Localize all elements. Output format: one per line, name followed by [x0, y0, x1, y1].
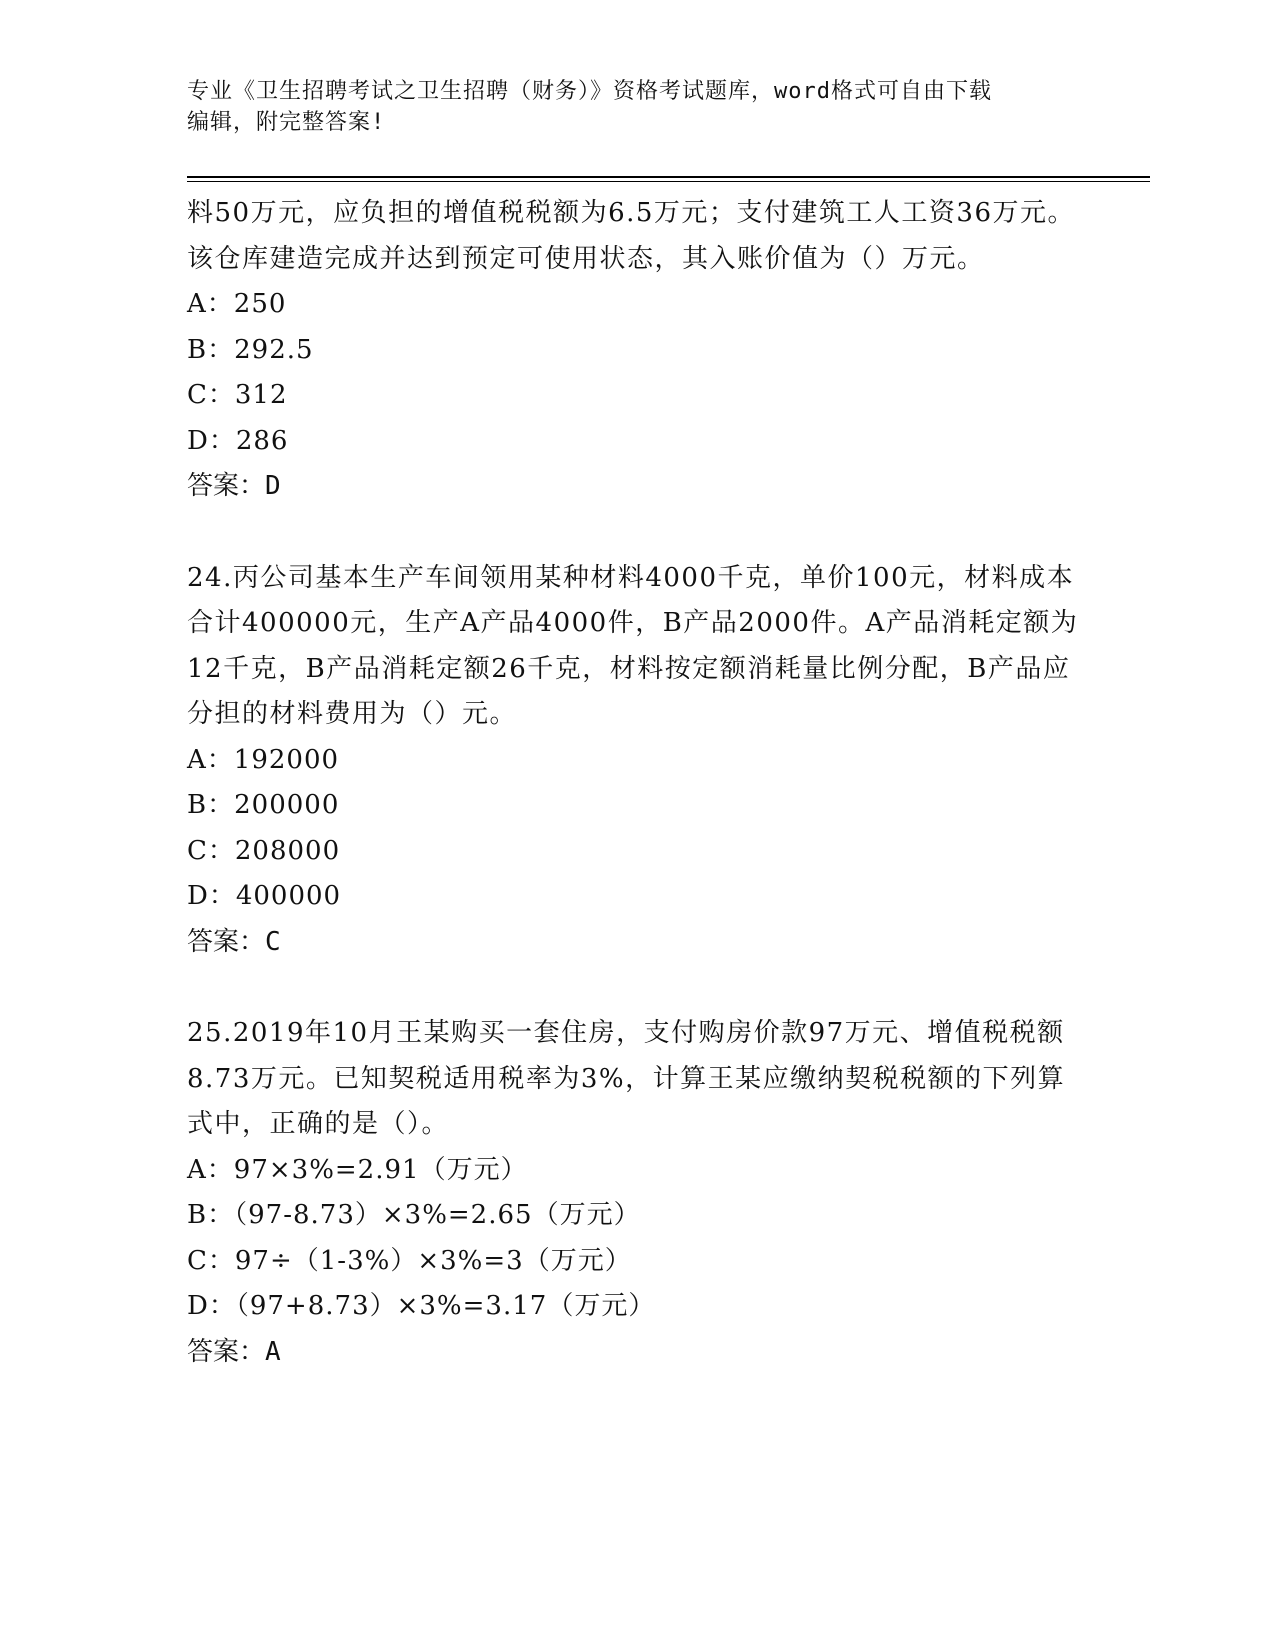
option-d: D：（97+8.73）×3%=3.17（万元） — [187, 1291, 656, 1321]
option-c: C：208000 — [187, 835, 341, 866]
question-list — [187, 191, 1087, 1421]
option-a: A：192000 — [187, 744, 340, 775]
answer-line — [187, 1330, 1087, 1376]
answer-label: 答案： — [187, 926, 266, 957]
option-c: C：97÷（1-3%）×3%=3（万元） — [187, 1245, 632, 1276]
option-d: D：400000 — [187, 881, 342, 911]
header-title-line-1: 专业《卫生招聘考试之卫生招聘（财务）》资格考试题库，word格式可自由下载 — [187, 79, 992, 104]
option-b: B：292.5 — [187, 334, 314, 365]
answer-line — [187, 920, 1087, 966]
answer-label: 答案： — [187, 471, 266, 501]
option-d: D：286 — [187, 425, 289, 456]
question-item — [187, 556, 1087, 966]
option-b: B：200000 — [187, 790, 340, 820]
answer-line — [187, 464, 1087, 510]
question-stem: 料50万元，应负担的增值税税额为6.5万元；支付建筑工人工资36万元。该仓库建造完成并达到预定可使用状态，其入账价值为（）万元。 — [187, 198, 1076, 274]
option-c: C：312 — [187, 380, 288, 410]
document-header — [187, 76, 1087, 138]
option-a: A：97×3%=2.91（万元） — [187, 1154, 528, 1185]
answer-label: 答案： — [187, 1336, 266, 1367]
answer-value: C — [265, 926, 281, 957]
question-item — [187, 1011, 1087, 1375]
header-divider-thick — [187, 176, 1150, 178]
question-stem: 24.丙公司基本生产车间领用某种材料4000千克，单价100元，材料成本合计400000元，生产A产品4000件，B产品2000件。A产品消耗定额为12千克，B产品消耗定额26千克，材料按定额消耗量比例分配，B产品应分担的材料费用为（）元。 — [187, 562, 1079, 729]
header-title-line-2: 编辑，附完整答案! — [187, 110, 386, 135]
header-divider-thin — [187, 181, 1150, 182]
option-a: A：250 — [187, 289, 287, 319]
option-b: B：（97-8.73）×3%=2.65（万元） — [187, 1200, 641, 1230]
question-item — [187, 191, 1087, 510]
answer-value: D — [265, 471, 281, 501]
answer-value: A — [265, 1336, 281, 1367]
question-stem: 25.2019年10月王某购买一套住房，支付购房价款97万元、增值税税额8.73万元。已知契税适用税率为3%，计算王某应缴纳契税税额的下列算式中，正确的是（）。 — [187, 1018, 1066, 1139]
